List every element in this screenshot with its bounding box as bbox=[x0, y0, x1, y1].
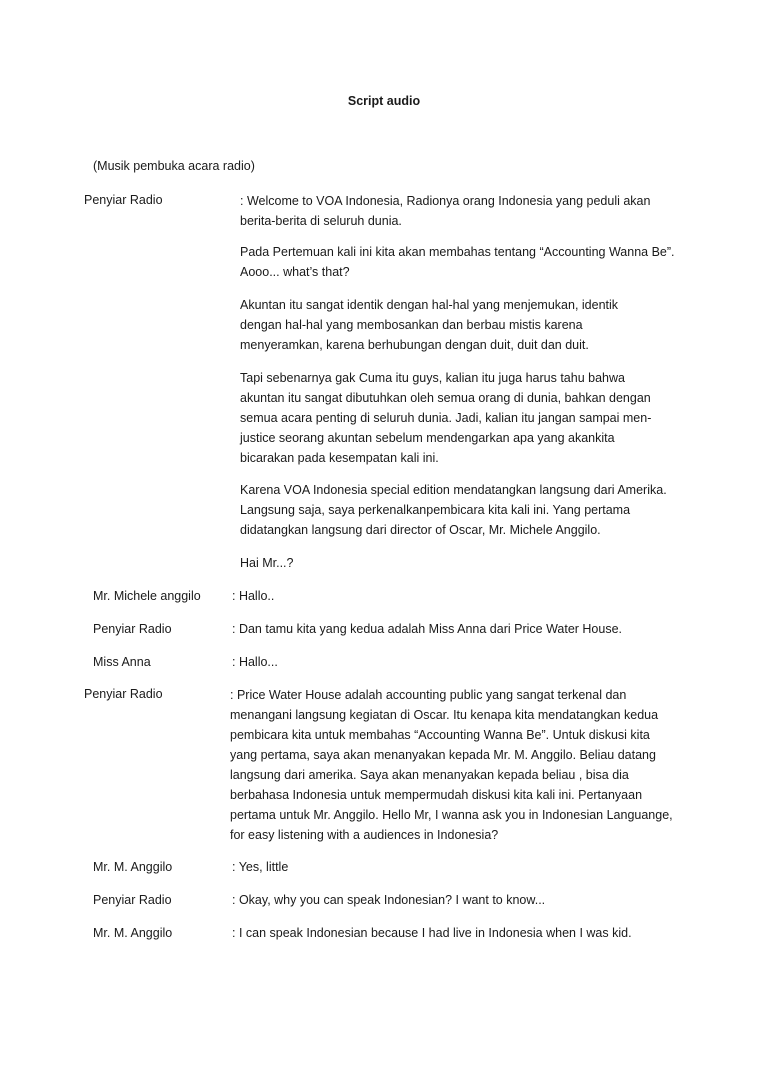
speaker-label: Mr. M. Anggilo bbox=[93, 860, 173, 874]
dialogue-paragraph: Tapi sebenarnya gak Cuma itu guys, kalian itu juga harus tahu bahwa akuntan itu sangat dibutuhkan oleh semua orang di dunia, bahkan dengan semua acara penting di seluruh dunia. Jadi, kalian itu jangan sampai men-justice seorang akuntan sebelum mendengarkan apa yang akankita bicarakan pada kesempatan kali ini. bbox=[240, 371, 652, 465]
speaker-label: Penyiar Radio bbox=[93, 893, 172, 907]
dialogue-line: : Dan tamu kita yang kedua adalah Miss Anna dari Price Water House. bbox=[232, 622, 623, 636]
dialogue-paragraph: Hai Mr...? bbox=[240, 556, 294, 570]
dialogue-paragraph: : Welcome to VOA Indonesia, Radionya orang Indonesia yang peduli akan berita-berita di seluruh dunia. bbox=[240, 194, 651, 228]
intro-direction: (Musik pembuka acara radio) bbox=[93, 159, 255, 173]
dialogue-line: : Yes, little bbox=[232, 860, 289, 874]
speaker-label: Penyiar Radio bbox=[84, 687, 163, 701]
dialogue-paragraph: Akuntan itu sangat identik dengan hal-hal yang menjemukan, identik dengan hal-hal yang membosankan dan berbau mistis karena menyeramkan, karena berhubungan dengan duit, duit dan duit. bbox=[240, 298, 619, 352]
dialogue-paragraph: Karena VOA Indonesia special edition mendatangkan langsung dari Amerika. Langsung saja, saya perkenalkanpembicara kita kali ini. Yang pertama didatangkan langsung dari director of Oscar, Mr. Michele Anggilo. bbox=[240, 483, 667, 537]
dialogue-line: : Okay, why you can speak Indonesian? I want to know... bbox=[232, 893, 546, 907]
dialogue-line: : Price Water House adalah accounting public yang sangat terkenal dan menangani langsung kegiatan di Oscar. Itu kenapa kita mendatangkan kedua pembicara kita untuk membahas “Accounting Wanna Be”. Untuk diskusi kita yang pertama, saya akan menanyakan kepada Mr. M. Anggilo. Beliau datang langsung dari amerika. Saya akan menanyakan kepada beliau , bisa dia berbahasa Indonesia untuk mempermudah diskusi kita kali ini. Pertanyaan pertama untuk Mr. Anggilo. Hello Mr, I wanna ask you in Indonesian Languange, for easy listening with a audiences in Indonesia? bbox=[230, 688, 673, 842]
dialogue-paragraph: Pada Pertemuan kali ini kita akan membahas tentang “Accounting Wanna Be”. Aooo... what’s that? bbox=[240, 245, 675, 279]
speaker-label: Penyiar Radio bbox=[93, 622, 172, 636]
speaker-label: Mr. Michele anggilo bbox=[93, 589, 201, 603]
dialogue-line: : I can speak Indonesian because I had live in Indonesia when I was kid. bbox=[232, 926, 632, 940]
speaker-label: Mr. M. Anggilo bbox=[93, 926, 173, 940]
speaker-label: Penyiar Radio bbox=[84, 193, 163, 207]
dialogue-line: : Hallo... bbox=[232, 655, 278, 669]
dialogue-line: : Hallo.. bbox=[232, 589, 275, 603]
document-title: Script audio bbox=[347, 94, 421, 108]
speaker-label: Miss Anna bbox=[93, 655, 151, 669]
